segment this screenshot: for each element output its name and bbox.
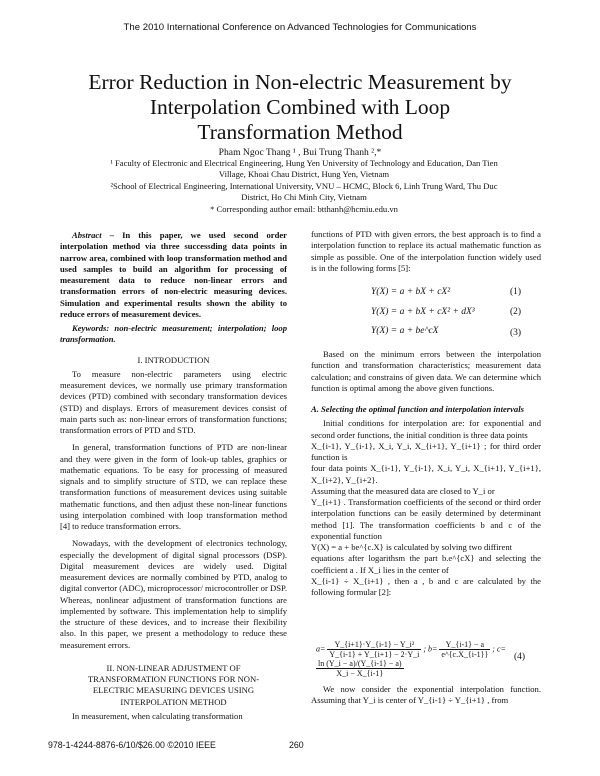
- affiliation-1: ¹ Faculty of Electronic and Electrical Engineering, Hung Yen University of Technology and Education, Dan Tien Village, Khoai Chau District, Hung Yen, Vietnam: [110, 158, 498, 180]
- intro-paragraph-3: Nowadays, with the development of electronics technology, especially the development of digital signal processors (DSP). Digital measurement devices are widely used. Digital measurement devices are normally combined by PTD, analog to digital convertor (ADC), microprocessor/ microcontroller or DSP. Whereas, nonlinear adjustment of transformation functions are implemented by software. This implementation help to simplify the structure of these devices, and to increase their flexibility also. In this paper, we present a methodology to reduce these measurement errors.: [60, 538, 287, 650]
- right-column-3: [311, 684, 541, 707]
- equation-4: a= $\frac{\text{Y\_\{i+1\}·Y\_\{i-1\} − Y\_i²}}{Y\_\{i-1\} + Y\_\{i+1\} - 2\cdot Y\_i}$ ; b= $\frac{Y\_\{i-1\} - a}{e\^{}\{c.X\_\{i-1\}\}}$ ; c= $\frac{\ln (Y\_i - a)/(Y\_\{i-1\} - a)}{X\_i - X\_\{i-1\}}$: [316, 640, 506, 678]
- eq4-b-fraction: $\frac{Y\_\{i-1\} - a}{e\^{}\{c.X\_\{i-1\}\}}$: [441, 640, 489, 659]
- right-paragraph-2: Based on the minimum errors between the interpolation function and transformation characteristics; measurement data calculation; and constrains of given data. We can determine which function is optimal among the above given functions.: [311, 349, 541, 393]
- right-column: [311, 229, 541, 274]
- paper-title: Error Reduction in Non-electric Measurement by Interpolation Combined with Loop Transformation Method: [88, 70, 512, 144]
- equation-4-number: (4): [514, 652, 526, 662]
- subsection-a-text-5: Y_{i+1} . Transformation coefficients of the second or third order interpolation functions can be easily determined by determinant method [1]. The transformation coefficients b and c of the exponential function: [311, 497, 541, 541]
- eq4-a-fraction: $\frac{\text{Y\_\{i+1\}·Y\_\{i-1\} − Y\_i²}}{Y\_\{i-1\} + Y\_\{i+1\} - 2\cdot Y\_i}$: [329, 640, 420, 659]
- subsection-a-text-7: equations after logarithsm the part b.e^{cX} and selecting the coefficient a . If X_i lies in the center of: [311, 553, 541, 575]
- eq4-c-fraction: $\frac{\ln (Y\_i - a)/(Y\_\{i-1\} - a)}{X\_i - X\_\{i-1\}}$: [318, 659, 402, 678]
- equation-2: Y(X) = a + bX + cX² + dX³: [371, 307, 475, 317]
- subsection-a-text-3: four data points X_{i-1}, Y_{i-1}, X_i, Y_i, X_{i+1}, Y_{i+1}, X_{i+2}, Y_{i+2}.: [311, 463, 541, 485]
- subsection-a-text-4: Assuming that the measured data are closed to Y_i or: [311, 485, 495, 496]
- equation-3-number: (3): [510, 328, 522, 338]
- isbn-footer: 978-1-4244-8876-6/10/$26.00 ©2010 IEEE: [48, 740, 216, 750]
- conference-header: The 2010 International Conference on Advanced Technologies for Communications: [123, 22, 477, 33]
- equation-1: Y(X) = a + bX + cX²: [371, 287, 451, 297]
- corresponding-email: * Corresponding author email: btthanh@hcmiu.edu.vn: [210, 204, 398, 214]
- subsection-a-text-6: Y(X) = a + be^{c.X} is calculated by solving two diffirent: [311, 542, 513, 552]
- intro-paragraph-2: In general, transformation functions of PTD are non-linear and they were given in the form of look-up tables, graphics or mathematic equations. To be easy for processing of measured signals and to simplify structure of STD, we can replace these transformation functions of measurement devices using suitable mathematic functions, and then adjust these non-linear functions using interpolation combined with loop transformation method [4] to reduce transformation errors.: [60, 442, 287, 531]
- equation-1-number: (1): [510, 287, 522, 297]
- equation-3: Y(X) = a + be^cX: [371, 326, 439, 336]
- left-column: [60, 230, 287, 722]
- subsection-a-heading: A. Selecting the optimal function and interpolation intervals: [311, 404, 524, 414]
- section-2-heading: II. NON-LINEAR ADJUSTMENT OF TRANSFORMATION FUNCTIONS FOR NON- ELECTRIC MEASURING DEVICES USING INTERPOLATION METHOD: [87, 662, 260, 707]
- section-2-paragraph: In measurement, when calculating transformation: [72, 710, 243, 721]
- section-1-heading: I. INTRODUCTION: [137, 354, 210, 365]
- author-list: Pham Ngoc Thang ¹ , Bui Trung Thanh ²,*: [218, 147, 382, 158]
- keywords: Keywords: non-electric measurement; interpolation; loop transformation.: [60, 323, 287, 345]
- intro-paragraph-1: To measure non-electric parameters using electric measurement devices, we normally use primary transformation devices (PTD) combined with secondary transformation devices (STD) and displays. Errors of measurement devices consist of main parts such as: non-linear errors of transformation functions; transformation errors of PTD and STD.: [60, 368, 287, 435]
- right-column-2: [311, 349, 541, 598]
- equation-2-number: (2): [510, 307, 522, 317]
- right-paragraph-4: We now consider the exponential interpolation function. Assuming that Y_i is center of Y_{i-1} ÷ Y_{i+1} , from: [311, 684, 541, 706]
- right-paragraph-1: functions of PTD with given errors, the best approach is to find a interpolation function to replace its actual mathematic function as simple as possible. One of the interpolation function widely used is in the following forms [5]:: [311, 229, 541, 273]
- affiliation-2: ²School of Electrical Engineering, International University, VNU – HCMC, Block 6, Linh Trung Ward, Thu Duc District, Ho Chi Minh City, Vietnam: [110, 181, 498, 203]
- subsection-a-text-2: X_{i-1}, Y_{i-1}, X_i, Y_i, X_{i+1}, Y_{i+1} ; for third order function is: [311, 440, 541, 462]
- abstract: Abstract – In this paper, we used second order interpolation method via three successding data points in narrow area, combined with loop transformation method and used samples to build an algorithm for processing of measurement data to reduce non-linear errors and transformation errors of non-electric measuring devices. Simulation and experimental results shown the ability to reduce errors of measurement devices.: [60, 230, 287, 319]
- subsection-a-text-8: X_{i-1} ÷ X_{i+1} , then a , b and c are calculated by the following formular [2]:: [311, 575, 541, 597]
- subsection-a-text-1: Initial conditions for interpolation are: for exponential and second order functions, the initial condition is three data points: [311, 418, 541, 440]
- page-number: 260: [289, 740, 304, 750]
